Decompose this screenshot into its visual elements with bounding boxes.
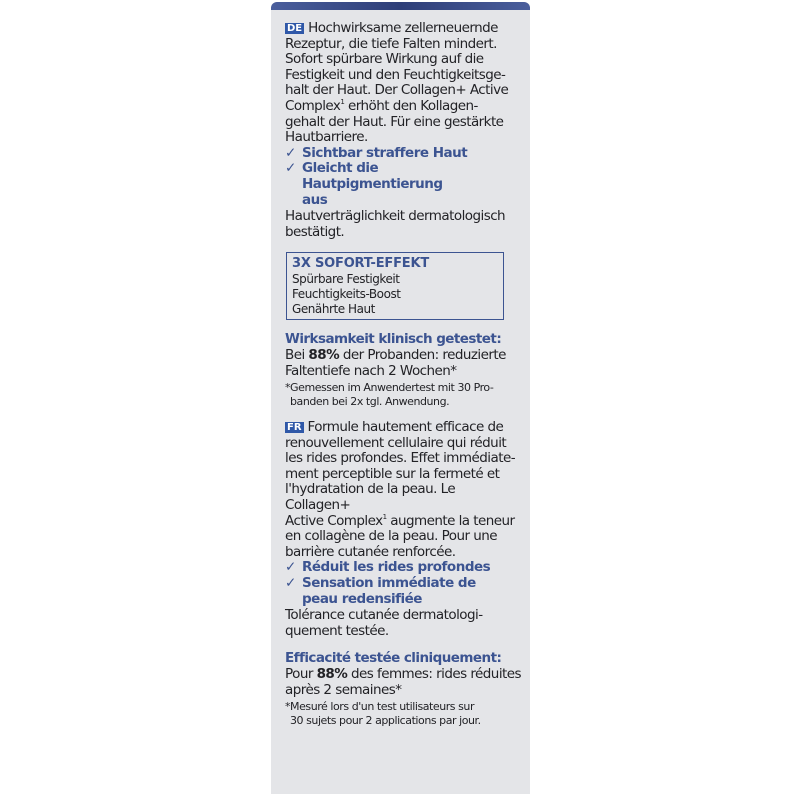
checkmark-icon: ✓: [285, 144, 296, 161]
product-label-panel: [271, 2, 530, 794]
fr-intro-line: barrière cutanée renforcée.: [285, 543, 456, 560]
language-badge-fr: FR: [287, 422, 302, 434]
fr-benefit-list: [285, 560, 521, 607]
benefit-text: Réduit les rides profondes: [302, 559, 491, 576]
effect-box: [286, 252, 504, 320]
footnote-mark: 1: [382, 512, 387, 521]
fr-intro: [285, 420, 521, 560]
benefit-item: [285, 146, 521, 162]
de-benefit-list: [285, 146, 521, 208]
fr-intro-line: en collagène de la peau. Pour une: [285, 528, 497, 545]
de-clinical: [285, 332, 521, 408]
de-intro-line: erhöht den Kollagen-: [348, 97, 478, 114]
benefit-item: [285, 161, 521, 208]
footnote-mark: 1: [340, 97, 345, 106]
effect-box-title: 3X SOFORT-EFFEKT: [292, 256, 429, 272]
fr-intro-line: Formule hautement efficace de: [307, 419, 504, 436]
clinical-footnote: *Mesuré lors d'un test utilisateurs sur 30 sujets pour 2 applications par jour.: [285, 700, 481, 727]
effect-item: Spürbare Festigkeit: [292, 272, 400, 287]
clinical-percent: 88%: [308, 346, 340, 363]
effect-item: Feuchtigkeits-Boost: [292, 287, 401, 302]
de-intro-line: Complex: [285, 97, 341, 114]
section-fr: [285, 420, 521, 727]
benefit-text: Sensation immédiate de peau redensifiée: [302, 575, 476, 607]
checkmark-icon: ✓: [285, 575, 296, 592]
fr-intro-line: Active Complex: [285, 512, 383, 529]
clinical-percent: 88%: [316, 666, 348, 682]
clinical-heading: Wirksamkeit klinisch getestet:: [285, 331, 502, 348]
language-badge-de: DE: [287, 23, 303, 34]
de-intro: [285, 21, 521, 146]
benefit-text: Sichtbar straffere Haut: [302, 144, 468, 161]
top-color-band: [271, 2, 530, 10]
de-intro-line: Festigkeit und den Feuchtigkeitsge-: [285, 66, 506, 83]
section-de: [285, 21, 521, 408]
checkmark-icon: ✓: [285, 559, 296, 576]
fr-intro-line: augmente la teneur: [390, 512, 515, 529]
benefit-item: [285, 576, 521, 607]
fr-intro-line: l'hydratation de la peau. Le Collagen+: [285, 481, 456, 514]
fr-intro-line: ment perceptible sur la fermeté et: [285, 465, 500, 482]
benefit-text: Gleicht die Hautpigmentierung aus: [302, 160, 443, 208]
effect-item: Genährte Haut: [292, 302, 375, 317]
label-content: [285, 21, 521, 727]
checkmark-icon: ✓: [285, 160, 296, 177]
de-intro-line: Sofort spürbare Wirkung auf die: [285, 51, 484, 68]
benefit-item: [285, 560, 521, 576]
clinical-footnote: *Gemessen im Anwendertest mit 30 Pro- banden bei 2x tgl. Anwendung.: [285, 381, 494, 408]
fr-intro-line: les rides profondes. Effet immédiate-: [285, 450, 516, 467]
fr-tolerance: Tolérance cutanée dermatologi- quement testée.: [285, 607, 483, 639]
clinical-result: Bei 88% der Probanden: reduzierte Faltentiefe nach 2 Wochen*: [285, 346, 506, 379]
de-intro-line: Hautbarriere.: [285, 129, 368, 146]
de-intro-line: Hochwirksame zellerneuernde: [308, 20, 498, 36]
fr-intro-line: renouvellement cellulaire qui réduit: [285, 434, 507, 451]
de-intro-line: Rezeptur, die tiefe Falten mindert.: [285, 35, 497, 52]
de-intro-line: gehalt der Haut. Für eine gestärkte: [285, 113, 504, 130]
clinical-result: Pour 88% des femmes: rides réduites après 2 semaines*: [285, 666, 521, 698]
fr-clinical: [285, 651, 521, 727]
de-intro-line: halt der Haut. Der Collagen+ Active: [285, 82, 509, 99]
de-tolerance: Hautverträglichkeit dermatologisch bestätigt.: [285, 208, 506, 240]
clinical-heading: Efficacité testée cliniquement:: [285, 650, 502, 667]
